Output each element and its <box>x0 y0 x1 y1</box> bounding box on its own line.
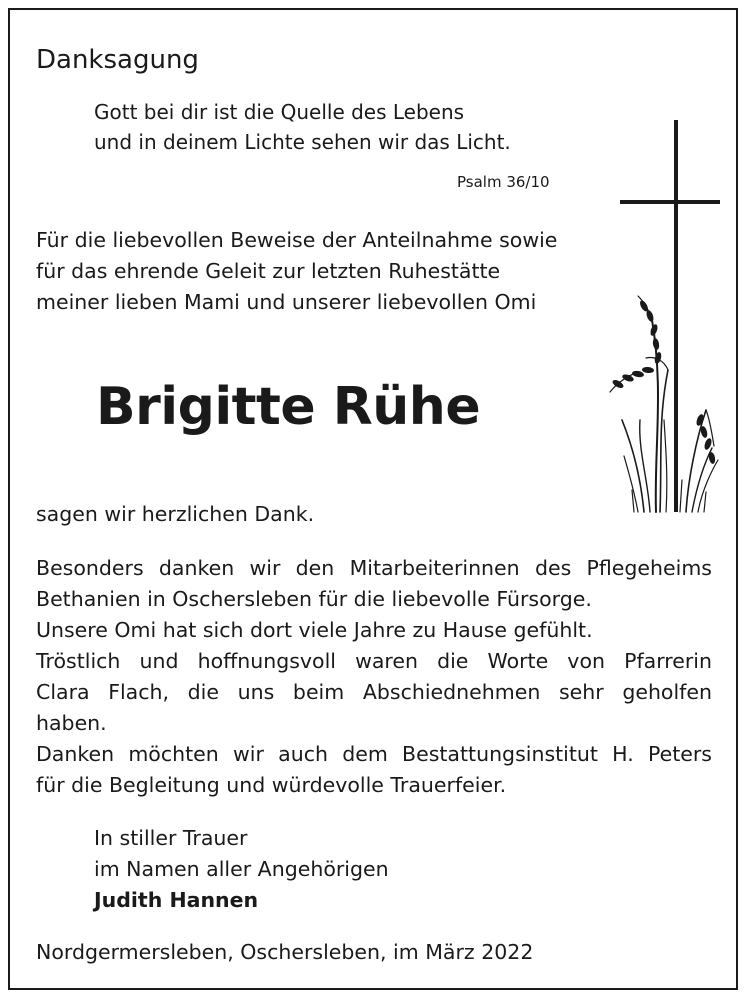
thanks-line: sagen wir herzlichen Dank. <box>36 502 315 526</box>
verse-line-1: Gott bei dir ist die Quelle des Lebens <box>94 100 465 124</box>
body-line: Unsere Omi hat sich dort viele Jahre zu Hause gefühlt. <box>36 618 593 642</box>
verse-citation: Psalm 36/10 <box>457 173 550 191</box>
body-line: Besonders danken wir den Mitarbeiterinnen des Pflegeheims <box>36 556 712 580</box>
body-line: Clara Flach, die uns beim Abschiednehmen sehr geholfen <box>36 680 712 704</box>
place-date: Nordgermersleben, Oschersleben, im März 2022 <box>36 940 534 964</box>
verse-line-2: und in deinem Lichte sehen wir das Licht. <box>94 130 511 154</box>
intro-line-2: für das ehrende Geleit zur letzten Ruhestätte <box>36 259 501 283</box>
cross-with-wheat-icon <box>594 120 734 520</box>
obituary-notice <box>8 8 738 990</box>
body-line: für die Begleitung und würdevolle Trauerfeier. <box>36 773 507 797</box>
body-line: Bethanien in Oschersleben für die liebevolle Fürsorge. <box>36 587 592 611</box>
body-line: Danken möchten wir auch dem Bestattungsinstitut H. Peters <box>36 742 712 766</box>
intro-line-1: Für die liebevollen Beweise der Anteilnahme sowie <box>36 228 558 252</box>
signer-name: Judith Hannen <box>94 888 259 912</box>
notice-heading: Danksagung <box>36 45 199 75</box>
intro-line-3: meiner lieben Mami und unserer liebevollen Omi <box>36 290 537 314</box>
signature-line-2: im Namen aller Angehörigen <box>94 857 389 881</box>
deceased-name: Brigitte Rühe <box>96 377 481 437</box>
body-line: Tröstlich und hoffnungsvoll waren die Worte von Pfarrerin <box>36 649 712 673</box>
signature-line-1: In stiller Trauer <box>94 826 248 850</box>
body-line: haben. <box>36 711 107 735</box>
